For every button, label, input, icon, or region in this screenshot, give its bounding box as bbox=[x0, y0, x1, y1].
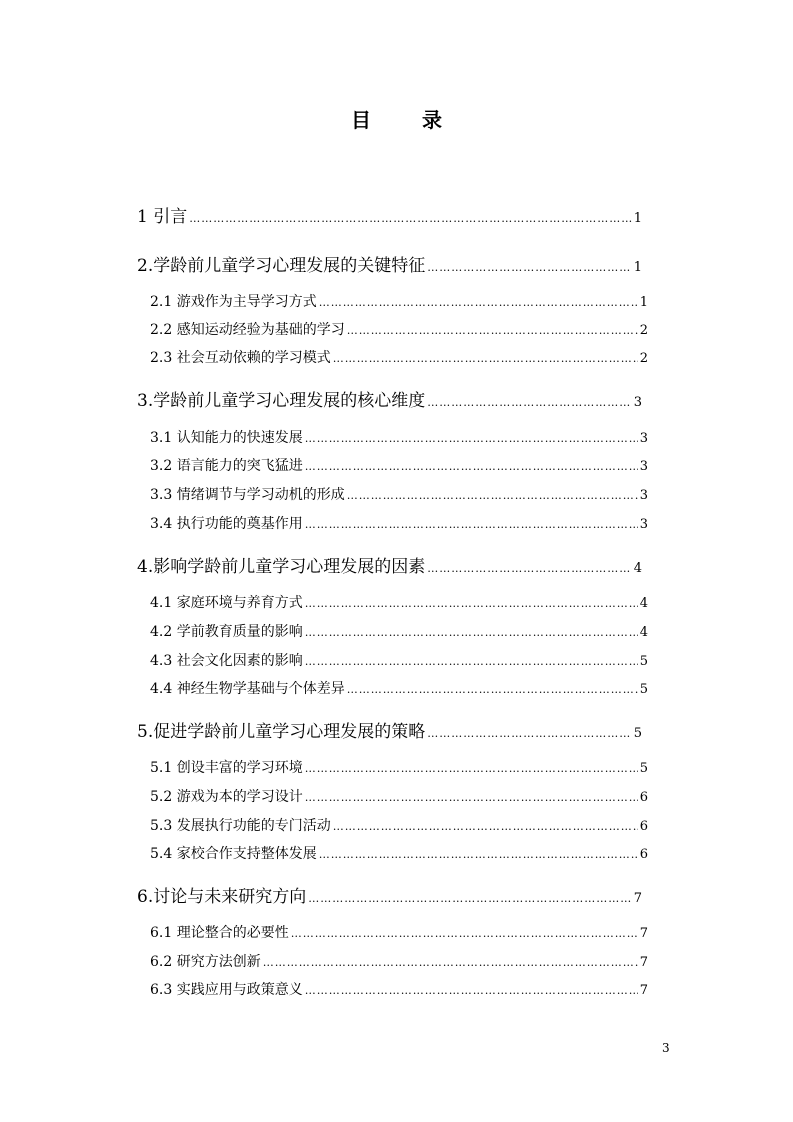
dot-leader bbox=[305, 762, 638, 775]
toc-entry-page: 3 bbox=[633, 395, 642, 410]
toc-entry-6-1[interactable] bbox=[150, 922, 648, 942]
toc-entry-label: 4.3 社会文化因素的影响 bbox=[150, 653, 303, 669]
page-number: 3 bbox=[662, 1041, 670, 1055]
dot-leader bbox=[347, 683, 638, 696]
toc-entry-page: 6 bbox=[639, 819, 648, 834]
toc-entry-label: 3.4 执行功能的奠基作用 bbox=[150, 516, 303, 532]
toc-entry-page: 2 bbox=[639, 351, 648, 366]
dot-leader bbox=[305, 460, 638, 473]
toc-entry-label: 4.影响学龄前儿童学习心理发展的因素 bbox=[137, 557, 426, 577]
dot-leader bbox=[305, 518, 638, 531]
dot-leader bbox=[305, 984, 638, 997]
dot-leader bbox=[308, 892, 631, 905]
toc-entry-page: 7 bbox=[639, 926, 648, 941]
toc-entry-page: 7 bbox=[633, 891, 642, 906]
dot-leader bbox=[347, 489, 638, 502]
toc-entry-2-3[interactable] bbox=[150, 347, 648, 367]
dot-leader bbox=[427, 727, 631, 740]
dot-leader bbox=[305, 432, 638, 445]
dot-leader bbox=[263, 956, 638, 969]
toc-entry-6-2[interactable] bbox=[150, 951, 648, 971]
toc-entry-4-3[interactable] bbox=[150, 650, 648, 670]
toc-entry-label: 6.讨论与未来研究方向 bbox=[137, 887, 307, 907]
toc-entry-3-4[interactable] bbox=[150, 513, 648, 533]
toc-entry-page: 3 bbox=[639, 488, 648, 503]
toc-entry-page: 7 bbox=[639, 983, 648, 998]
toc-entry-label: 4.2 学前教育质量的影响 bbox=[150, 624, 303, 640]
toc-entry-6[interactable] bbox=[137, 882, 642, 907]
toc-entry-3[interactable] bbox=[137, 386, 642, 411]
dot-leader bbox=[427, 562, 631, 575]
toc-entry-4-4[interactable] bbox=[150, 678, 648, 698]
toc-entry-6-3[interactable] bbox=[150, 979, 648, 999]
toc-entry-3-1[interactable] bbox=[150, 427, 648, 447]
toc-entry-label: 5.2 游戏为本的学习设计 bbox=[150, 789, 303, 805]
dot-leader bbox=[291, 927, 638, 940]
toc-entry-page: 6 bbox=[639, 847, 648, 862]
dot-leader bbox=[333, 352, 638, 365]
toc-entry-page: 1 bbox=[633, 211, 642, 226]
toc-entry-page: 4 bbox=[633, 561, 642, 576]
toc-entry-label: 2.学龄前儿童学习心理发展的关键特征 bbox=[137, 256, 426, 276]
toc-entry-2-2[interactable] bbox=[150, 319, 648, 339]
toc-entry-4-2[interactable] bbox=[150, 621, 648, 641]
toc-entry-page: 6 bbox=[639, 790, 648, 805]
toc-entry-page: 4 bbox=[639, 596, 648, 611]
toc-entry-label: 3.学龄前儿童学习心理发展的核心维度 bbox=[137, 391, 426, 411]
toc-entry-page: 1 bbox=[633, 260, 642, 275]
toc-entry-page: 1 bbox=[639, 295, 648, 310]
dot-leader bbox=[333, 820, 638, 833]
dot-leader bbox=[305, 597, 638, 610]
toc-entry-label: 5.4 家校合作支持整体发展 bbox=[150, 846, 317, 862]
toc-entry-label: 2.2 感知运动经验为基础的学习 bbox=[150, 322, 345, 338]
toc-entry-page: 5 bbox=[639, 761, 648, 776]
toc-entry-label: 6.1 理论整合的必要性 bbox=[150, 925, 289, 941]
toc-entry-5[interactable] bbox=[137, 717, 642, 742]
toc-entry-label: 3.1 认知能力的快速发展 bbox=[150, 430, 303, 446]
toc-entry-label: 4.1 家庭环境与养育方式 bbox=[150, 595, 303, 611]
toc-entry-4[interactable] bbox=[137, 552, 642, 577]
toc-entry-2-1[interactable] bbox=[150, 291, 648, 311]
toc-entry-5-3[interactable] bbox=[150, 815, 648, 835]
toc-entry-label: 6.2 研究方法创新 bbox=[150, 954, 261, 970]
dot-leader bbox=[347, 324, 638, 337]
toc-entry-page: 3 bbox=[639, 431, 648, 446]
toc-entry-label: 2.1 游戏作为主导学习方式 bbox=[150, 294, 317, 310]
toc-entry-4-1[interactable] bbox=[150, 592, 648, 612]
toc-entry-3-3[interactable] bbox=[150, 484, 648, 504]
toc-entry-page: 3 bbox=[639, 459, 648, 474]
dot-leader bbox=[319, 848, 638, 861]
toc-entry-5-2[interactable] bbox=[150, 786, 648, 806]
toc-entry-page: 7 bbox=[639, 955, 648, 970]
toc-entry-label: 1 引言 bbox=[137, 207, 188, 227]
toc-entry-label: 5.3 发展执行功能的专门活动 bbox=[150, 818, 331, 834]
toc-entry-5-1[interactable] bbox=[150, 757, 648, 777]
dot-leader bbox=[305, 655, 638, 668]
page-title: 目 录 bbox=[351, 108, 464, 132]
toc-entry-2[interactable] bbox=[137, 251, 642, 276]
toc-entry-5-4[interactable] bbox=[150, 843, 648, 863]
dot-leader bbox=[189, 212, 631, 225]
toc-entry-label: 4.4 神经生物学基础与个体差异 bbox=[150, 681, 345, 697]
dot-leader bbox=[305, 791, 638, 804]
toc-entry-label: 3.3 情绪调节与学习动机的形成 bbox=[150, 487, 345, 503]
dot-leader bbox=[427, 261, 631, 274]
toc-entry-1[interactable] bbox=[137, 202, 642, 227]
toc-entry-page: 2 bbox=[639, 323, 648, 338]
toc-entry-label: 5.促进学龄前儿童学习心理发展的策略 bbox=[137, 722, 426, 742]
toc-entry-page: 5 bbox=[639, 654, 648, 669]
dot-leader bbox=[319, 296, 638, 309]
toc-entry-label: 2.3 社会互动依赖的学习模式 bbox=[150, 350, 331, 366]
dot-leader bbox=[427, 396, 631, 409]
toc-entry-label: 6.3 实践应用与政策意义 bbox=[150, 982, 303, 998]
dot-leader bbox=[305, 626, 638, 639]
toc-entry-page: 4 bbox=[639, 625, 648, 640]
toc-entry-page: 3 bbox=[639, 517, 648, 532]
toc-entry-label: 5.1 创设丰富的学习环境 bbox=[150, 760, 303, 776]
toc-entry-label: 3.2 语言能力的突飞猛进 bbox=[150, 458, 303, 474]
toc-entry-page: 5 bbox=[639, 682, 648, 697]
toc-entry-3-2[interactable] bbox=[150, 455, 648, 475]
toc-entry-page: 5 bbox=[633, 726, 642, 741]
